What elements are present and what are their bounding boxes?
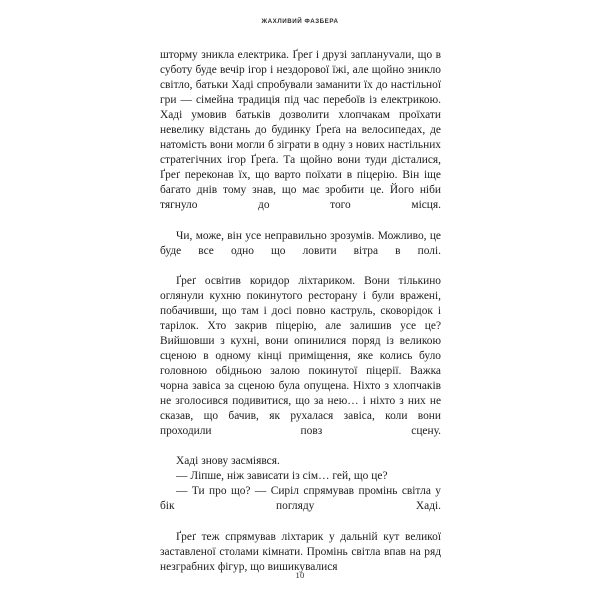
body-text-block xyxy=(160,48,441,575)
paragraph: Ґреґ освітив коридор ліхтариком. Вони тількино оглянули кухню покинутого ресторану і були вражені, побачивши, що там і досі повно каструль, сковорідок і тарілок. Хто закрив піцерію, але залишив усе це? Вийшовши з кухні, вони опинилися поряд із великою сценою в одному кінці приміщення, яке колись було головною обідньою залою покинутої піцерії. Важка чорна завіса за сценою була опущена. Ніхто з хлопчаків не зголосився подивитися, що за нею… і ніхто з них не сказав, що бачив, як рухалася завіса, коли вони проходили повз сцену. xyxy=(160,274,441,438)
paragraph: — Ліпше, ніж зависати із сім… гей, що це? xyxy=(176,470,388,483)
paragraph: Ґреґ теж спрямував ліхтарик у дальній кут великої заставленої столами кімнати. Промінь світла впав на ряд незграбних фігур, що вишикувалися xyxy=(160,530,441,573)
page-number: 10 xyxy=(295,570,305,580)
paragraph: шторму зникла електрика. Ґреґ і друзі заплануvали, що в суботу буде вечір ігор і нездорової їжі, але щойно зникло світло, батьки Хаді спробували заманити їх до настільної гри — сімейна традиція під час перебоїв із електрикою. Хаді умовив батьків дозволити хлопчакам проїхати невелику відстань до будинку Ґреґа на велосипедах, де натомість вони могли б зіграти в одну з нових настільних стратегічних ігор Ґреґа. Та щойно вони туди дісталися, Ґреґ переконав їх, що варто поїхати в піцерію. Він іще багато днів тому знав, що має зробити це. Його ніби тягнуло до того місця. xyxy=(160,49,441,212)
paragraph: Хаді знову засміявся. xyxy=(176,455,280,468)
running-header: ЖАХЛИВИЙ ФАЗБЕРА xyxy=(261,18,339,25)
paragraph: Чи, може, він усе неправильно зрозумів. Можливо, це буде все одно що ловити вітра в полі. xyxy=(160,229,441,257)
paragraph: — Ти про що? — Сиріл спрямував промінь світла у бік погляду Хаді. xyxy=(160,485,441,513)
